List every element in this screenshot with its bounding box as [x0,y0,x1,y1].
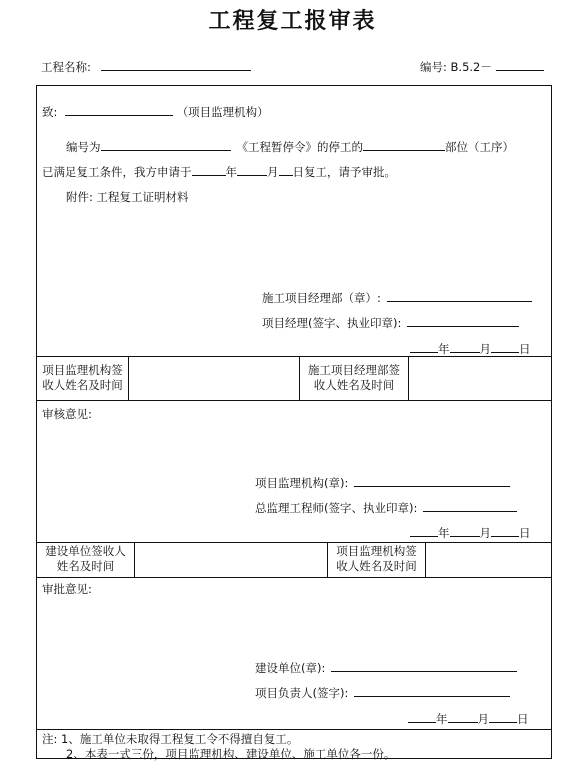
form-frame [36,85,552,759]
month-field[interactable] [450,340,480,353]
text-segment: 日 [519,526,531,540]
project-name-row [41,58,251,75]
attachment-line: 附件: 工程复工证明材料 [66,190,189,204]
suspended-part-field[interactable] [363,138,445,151]
text-segment: 日复工，请予审批。 [292,165,396,179]
month-field[interactable] [448,710,478,723]
divider [128,356,129,400]
text-segment: 年 [225,165,237,179]
review-opinion-label: 审核意见: [42,407,92,421]
divider [134,542,135,577]
divider [36,542,552,543]
project-name-label: 工程名称: [41,60,91,74]
addressee-row [42,103,269,120]
project-manager-label: 项目经理(签字、执业印章): [262,316,402,330]
text-segment: 收人姓名及时间 [336,559,417,573]
chief-engineer-label: 总监理工程师(签字、执业印章): [255,501,418,515]
text-segment: 项目监理机构签 [42,363,123,377]
divider [36,729,552,730]
text-segment: 年 [438,342,450,356]
to-suffix: （项目监理机构） [176,105,269,119]
contractor-receipt-label [300,363,408,393]
text-segment: 姓名及时间 [56,559,115,573]
chief-engineer-field[interactable] [423,499,517,512]
supervisor-receipt-label [37,363,128,393]
text-segment: 部位（工序） [445,140,514,154]
supervisor-seal-field[interactable] [354,474,510,487]
day-field[interactable] [491,340,519,353]
text-segment: 建设单位签收人 [45,544,126,558]
day-field[interactable] [491,524,519,537]
resume-month-field[interactable] [237,163,267,176]
text-segment: 《工程暂停令》的停工的 [236,140,363,154]
date-row [408,710,529,727]
request-line-2 [42,163,396,180]
text-segment: 已满足复工条件，我方申请于 [42,165,192,179]
page-title: 工程复工报审表 [208,9,377,34]
note-1: 注: 1、施工单位未取得工程复工令不得擅自复工。 [42,732,299,746]
owner-seal-label: 建设单位(章): [255,661,326,675]
supervisor-seal-label: 项目监理机构(章): [255,476,349,490]
owner-seal-field[interactable] [331,659,517,672]
year-field[interactable] [410,524,438,537]
text-segment: 月 [477,712,489,726]
owner-rep-label: 项目负责人(签字): [255,686,349,700]
month-field[interactable] [450,524,480,537]
divider [425,542,426,577]
divider [408,356,409,400]
day-field[interactable] [489,710,517,723]
project-manager-field[interactable] [407,314,519,327]
project-manager-row [262,314,519,331]
form-number-row [420,58,544,75]
text-segment: 月 [479,526,491,540]
to-label: 致: [42,105,58,119]
text-segment: 年 [436,712,448,726]
text-segment: 月 [479,342,491,356]
text-segment: 日 [519,342,531,356]
text-segment: 收人姓名及时间 [42,378,123,392]
text-segment: 项目监理机构签 [336,544,417,558]
owner-receipt-label [37,544,134,574]
year-field[interactable] [408,710,436,723]
date-row [410,524,531,541]
year-field[interactable] [410,340,438,353]
contractor-seal-field[interactable] [387,289,532,302]
text-segment: 月 [267,165,279,179]
addressee-field[interactable] [65,103,173,116]
text-segment: 日 [517,712,529,726]
form-number-field[interactable] [496,58,544,71]
text-segment: 编号为 [66,140,101,154]
resume-year-field[interactable] [192,163,226,176]
owner-seal-row [255,659,517,676]
divider [36,577,552,578]
text-segment: 收人姓名及时间 [313,378,395,392]
suspension-number-field[interactable] [101,138,231,151]
contractor-seal-label: 施工项目经理部（章）: [262,291,381,305]
note-2: 2、本表一式三份，项目监理机构、建设单位、施工单位各一份。 [66,747,396,761]
date-row [410,340,531,357]
approval-opinion-label: 审批意见: [42,582,92,596]
contractor-seal-row [262,289,532,306]
chief-engineer-row [255,499,517,516]
text-segment: 年 [438,526,450,540]
project-name-field[interactable] [101,58,251,71]
owner-rep-row [255,684,510,701]
request-line-1 [66,138,514,155]
form-number-label: 编号: B.5.2－ [420,60,492,74]
owner-rep-field[interactable] [354,684,510,697]
divider [36,400,552,401]
resume-day-field[interactable] [279,163,293,176]
supervisor-seal-row [255,474,510,491]
supervisor-receipt-label [328,544,425,574]
text-segment: 施工项目经理部签 [308,363,400,377]
